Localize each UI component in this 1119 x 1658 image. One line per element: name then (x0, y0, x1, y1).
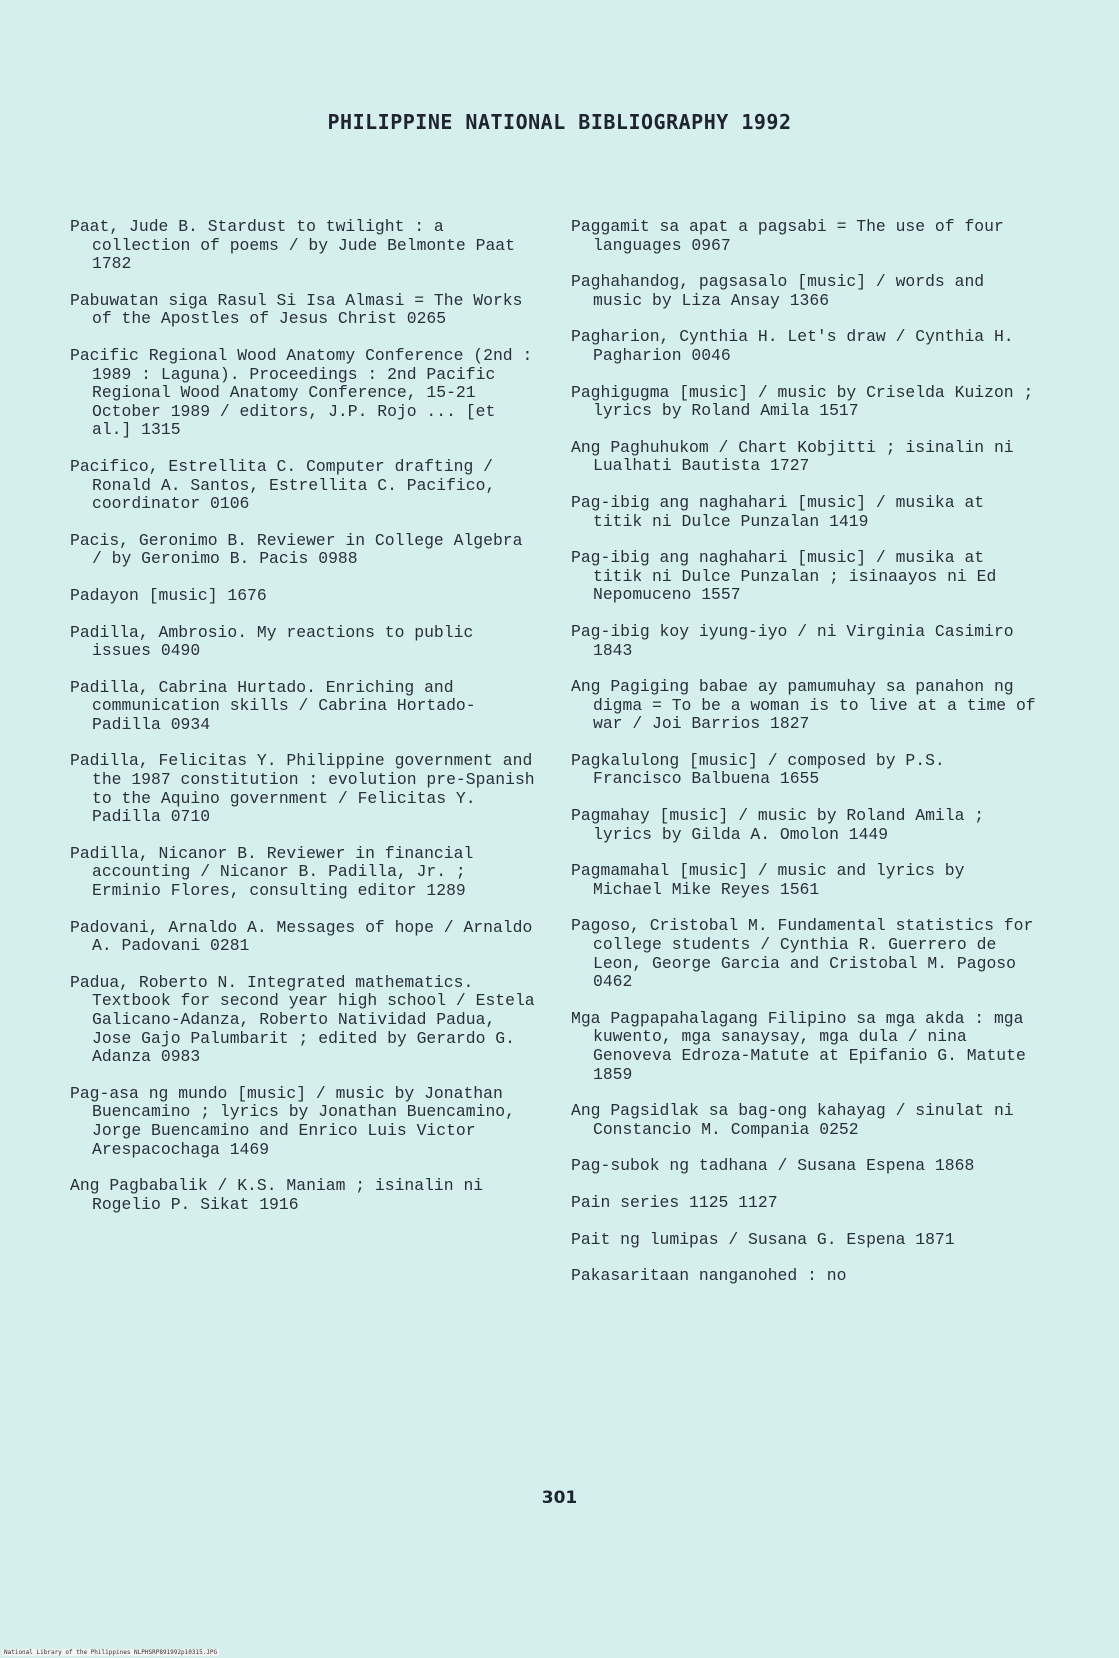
bibliography-entry: Pag-subok ng tadhana / Susana Espena 1868 (571, 1156, 975, 1176)
bibliography-entry: Pagmamahal [music] / music and lyrics by Michael Mike Reyes 1561 (571, 861, 965, 899)
page-title: PHILIPPINE NATIONAL BIBLIOGRAPHY 1992 (327, 110, 792, 134)
bibliography-entry: Pag-ibig ang naghahari [music] / musika at titik ni Dulce Punzalan ; isinaayos ni Ed Nepomuceno 1557 (571, 548, 997, 605)
bibliography-entry: Ang Pagiging babae ay pamumuhay sa panahon ng digma = To be a woman is to live at a time of war / Joi Barrios 1827 (571, 677, 1036, 734)
bibliography-entry: Pakasaritaan nanganohed : no (571, 1266, 847, 1286)
bibliography-entry: Padilla, Ambrosio. My reactions to public issues 0490 (70, 622, 474, 661)
bibliography-entry: Pagmahay [music] / music by Roland Amila ; lyrics by Gilda A. Omolon 1449 (571, 806, 985, 844)
bibliography-entry: Ang Paghuhukom / Chart Kobjitti ; isinalin ni Lualhati Bautista 1727 (571, 437, 1014, 476)
bibliography-entry: Pag-ibig ang naghahari [music] / musika at titik ni Dulce Punzalan 1419 (571, 492, 985, 531)
bibliography-entry: Pacis, Geronimo B. Reviewer in College Algebra / by Geronimo B. Pacis 0988 (70, 530, 523, 569)
bibliography-entry: Padua, Roberto N. Integrated mathematics. Textbook for second year high school / Estela Galicano-Adanza, Roberto Natividad Padua, Jose Gajo Palumbarit ; edited by Gerardo G. Adanza 0983 (70, 972, 535, 1067)
bibliography-entry: Pagkalulong [music] / composed by P.S. Francisco Balbuena 1655 (571, 750, 945, 789)
bibliography-entry: Pagoso, Cristobal M. Fundamental statistics for college students / Cynthia R. Guerrero de Leon, George Garcia and Cristobal M. Pagoso 0462 (571, 916, 1034, 992)
bibliography-entry: Padilla, Cabrina Hurtado. Enriching and communication skills / Cabrina Hortado-Padilla 0934 (70, 677, 476, 734)
bibliography-entry: Pacifico, Estrellita C. Computer drafting / Ronald A. Santos, Estrellita C. Pacifico, coordinator 0106 (70, 456, 496, 514)
scan-credit: National Library of the Philippines NLPHSRP891992p10315.JPG (4, 1649, 218, 1656)
bibliography-entry: Paghigugma [music] / music by Criselda Kuizon ; lyrics by Roland Amila 1517 (571, 382, 1034, 421)
right-column (571, 218, 1041, 1304)
bibliography-entry: Pag-ibig koy iyung-iyo / ni Virginia Casimiro 1843 (571, 621, 1014, 660)
bibliography-entry: Padayon [music] 1676 (70, 585, 267, 605)
bibliography-entry: Paat, Jude B. Stardust to twilight : a collection of poems / by Jude Belmonte Paat 1782 (70, 217, 515, 274)
bibliography-entry: Pabuwatan siga Rasul Si Isa Almasi = The Works of the Apostles of Jesus Christ 0265 (70, 290, 523, 329)
bibliography-entry: Paghahandog, pagsasalo [music] / words and music by Liza Ansay 1366 (571, 272, 985, 310)
left-column (70, 218, 540, 1232)
bibliography-entry: Pain series 1125 1127 (571, 1192, 778, 1212)
bibliography-entry: Padovani, Arnaldo A. Messages of hope / Arnaldo A. Padovani 0281 (70, 917, 533, 956)
bibliography-entry: Padilla, Nicanor B. Reviewer in financial accounting / Nicanor B. Padilla, Jr. ; Erminio Flores, consulting editor 1289 (70, 843, 474, 901)
bibliography-entry: Padilla, Felicitas Y. Philippine government and the 1987 constitution : evolution pre-Spanish to the Aquino government / Felicitas Y. Padilla 0710 (70, 751, 535, 827)
bibliography-entry: Ang Pagbabalik / K.S. Maniam ; isinalin ni Rogelio P. Sikat 1916 (70, 1176, 484, 1214)
bibliography-entry: Paggamit sa apat a pagsabi = The use of four languages 0967 (571, 217, 1004, 255)
bibliography-entry: Pacific Regional Wood Anatomy Conference (2nd : 1989 : Laguna). Proceedings : 2nd Pacific Regional Wood Anatomy Conference, 15-21 October 1989 / editors, J.P. Rojo ... [et al.] 1315 (70, 345, 533, 440)
bibliography-entry: Pagharion, Cynthia H. Let's draw / Cynthia H. Pagharion 0046 (571, 327, 1014, 365)
bibliography-entry: Ang Pagsidlak sa bag-ong kahayag / sinulat ni Constancio M. Compania 0252 (571, 1101, 1014, 1139)
page-number: 301 (541, 1488, 578, 1508)
bibliography-entry: Mga Pagpapahalagang Filipino sa mga akda : mga kuwento, mga sanaysay, mga dula / nina Genoveva Edroza-Matute at Epifanio G. Matute 1859 (571, 1008, 1026, 1084)
bibliography-entry: Pag-asa ng mundo [music] / music by Jonathan Buencamino ; lyrics by Jonathan Buencamino, Jorge Buencamino and Enrico Luis Victor Arespacochaga 1469 (70, 1083, 515, 1159)
bibliography-entry: Pait ng lumipas / Susana G. Espena 1871 (571, 1229, 955, 1249)
